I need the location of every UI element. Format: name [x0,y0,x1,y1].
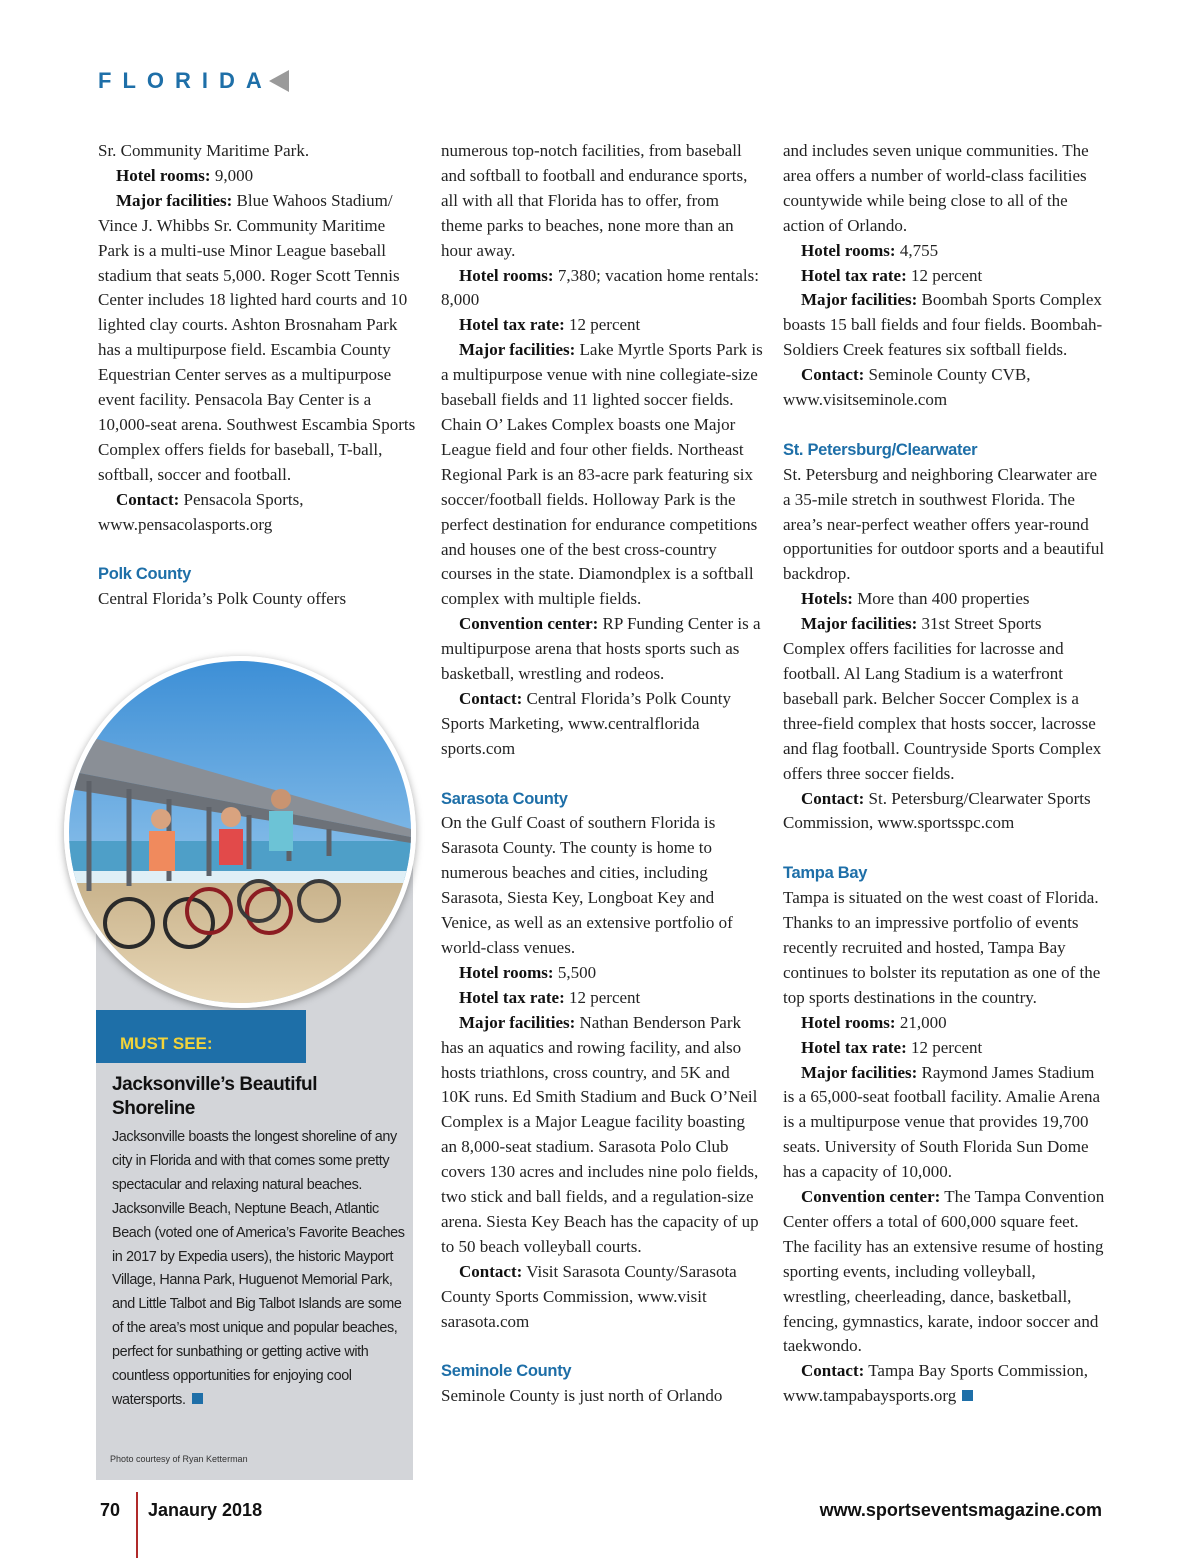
field-label: Hotel tax rate: [801,265,907,285]
field-value: 7,380; vacation home rentals: 8,000 [441,265,759,310]
field-value: The Tampa Convention Center offers a total of 600,000 square feet. The facility has an extensive resume of hosting sporting events, including volleyball, wrestling, cheerleading, dance, basketball, fencing, gymnastics, karate, indoor soccer and taekwondo. [783,1187,1105,1356]
field-value: 21,000 [895,1012,947,1032]
field-label: Hotel rooms: [116,165,211,185]
field-label: Contact: [459,688,523,708]
field-label: Contact: [801,365,865,385]
section-heading-seminole: Seminole County [441,1362,572,1381]
article-column-2 [441,139,763,1409]
paragraph [98,488,416,538]
field-value: RP Funding Center is a multipurpose arena that hosts sports such as basketball, wrestling and rodeos. [441,614,761,684]
field-label: Hotel rooms: [459,962,554,982]
paragraph: Central Florida’s Polk County offers [98,589,347,609]
paragraph [783,587,1105,612]
paragraph [783,239,1105,264]
field-label: Major facilities: [801,290,918,310]
must-see-label-box [96,1010,306,1063]
paragraph [98,189,416,488]
paragraph: Tampa is situated on the west coast of Florida. Thanks to an impressive portfolio of events recently recruited and hosted, Tampa Bay continues to bolster its reputation as one of the top sports destinations in the country. [783,888,1101,1007]
photo-credit: Photo courtesy of Ryan Ketterman [110,1454,248,1464]
section-heading-stpete: St. Petersburg/Clearwater [783,440,978,459]
field-value: Seminole County CVB, www.visitseminole.com [783,365,1031,410]
field-value: Visit Sarasota County/Sarasota County Sports Commission, www.visit sarasota.com [441,1261,737,1331]
field-value: More than 400 properties [852,589,1030,609]
paragraph [783,288,1105,363]
paragraph [441,338,763,612]
paragraph [441,313,763,338]
field-label: Hotel rooms: [801,240,896,260]
paragraph [783,787,1105,837]
paragraph [441,1260,763,1335]
beach-photo [64,656,416,1008]
section-header [98,66,289,96]
paragraph [783,363,1105,413]
end-square-icon [192,1393,203,1404]
magazine-website: www.sportseventsmagazine.com [819,1500,1102,1520]
section-title: FLORIDA [98,68,273,93]
field-label: Major facilities: [801,614,918,634]
field-value: 12 percent [564,987,641,1007]
field-label: Hotel rooms: [801,1012,896,1032]
triangle-icon [269,70,289,92]
paragraph: Sr. Community Maritime Park. [98,141,310,160]
field-label: Hotel tax rate: [459,315,565,335]
field-label: Major facilities: [801,1062,918,1082]
field-value: Pensacola Sports, www.pensacolasports.org [98,489,304,534]
article-column-1 [98,139,416,612]
sidebar-body-text: Jacksonville boasts the longest shoreline of any city in Florida and with that comes some pretty spectacular and relaxing natural beaches. Jacksonville Beach, Neptune Beach, Atlantic Beach (voted one of America’s Favorite Beaches in 2017 by Expedia users), the historic Mayport Village, Hanna Park, Huguenot Memorial Park, and Little Talbot and Big Talbot Islands are some of the area’s most unique and popular beaches, perfect for sunbathing or getting active with countless opportunities for enjoying cool watersports. [112,1129,405,1408]
paragraph [441,961,763,986]
field-value: St. Petersburg/Clearwater Sports Commission, www.sportsspc.com [783,788,1091,833]
end-square-icon [962,1390,973,1401]
field-value: 12 percent [906,1037,983,1057]
paragraph [783,1011,1105,1036]
paragraph: On the Gulf Coast of southern Florida is Sarasota County. The county is home to numerous beaches and cities, including Sarasota, Siesta Key, Longboat Key and Venice, as well as an extensive portfolio of world-class venues. [441,813,733,957]
field-label: Contact: [801,1361,865,1381]
field-value: Raymond James Stadium is a 65,000-seat football facility. Amalie Arena is a multipurpose venue that provides 19,700 seats. University of South Florida Sun Dome has a capacity of 10,000. [783,1062,1101,1182]
field-label: Major facilities: [459,1012,576,1032]
paragraph [783,1359,1105,1409]
paragraph [441,612,763,687]
field-label: Convention center: [459,614,599,634]
footer-divider [136,1492,138,1558]
section-heading-tampa: Tampa Bay [783,864,868,883]
paragraph [783,1185,1105,1359]
paragraph [783,1036,1105,1061]
beach-illustration [69,661,411,1003]
paragraph: numerous top-notch facilities, from baseball and softball to football and endurance sports, all with all that Florida has to offer, from theme parks to beaches, none more than an hour away. [441,141,748,260]
field-value: 31st Street Sports Complex offers facilities for lacrosse and football. Al Lang Stadium is a waterfront baseball park. Belcher Soccer Complex is a three-field complex that hosts soccer, lacrosse and flag football. Countryside Sports Complex offers three soccer fields. [783,614,1102,783]
paragraph [441,687,763,762]
field-value: Lake Myrtle Sports Park is a multipurpose venue with nine collegiate-size baseball fields and 11 lighted soccer fields. Chain O’ Lakes Complex boasts one Major League field and four other fields. Northeast Regional Park is an 83-acre park featuring six soccer/football fields. Holloway Park is the perfect destination for endurance competitions and houses one of the best cross-country courses in the state. Diamondplex is a softball complex with multiple fields. [441,340,763,609]
field-value: Central Florida’s Polk County Sports Marketing, www.centralflorida sports.com [441,688,731,758]
field-label: Major facilities: [459,340,576,360]
field-label: Hotel tax rate: [459,987,565,1007]
paragraph [98,164,416,189]
field-label: Contact: [801,788,865,808]
field-value: 5,500 [553,962,597,982]
paragraph [441,1011,763,1260]
field-label: Major facilities: [116,190,233,210]
field-value: 4,755 [895,240,939,260]
field-value: Boombah Sports Complex boasts 15 ball fields and four fields. Boombah-Soldiers Creek features six softball fields. [783,290,1103,360]
field-value: Blue Wahoos Stadium/ Vince J. Whibbs Sr. Community Maritime Park is a multi-use Minor League baseball stadium that seats 5,000. Roger Scott Tennis Center includes 18 lighted hard courts and 10 lighted clay courts. Ashton Brosnaham Park has a multipurpose field. Escambia County Equestrian Center serves as a multipurpose event facility. Pensacola Bay Center is a 10,000-seat arena. Southwest Escambia Sports Complex offers fields for baseball, T-ball, softball, soccer and football. [98,190,416,484]
page-number: 70 [100,1500,121,1520]
field-label: Convention center: [801,1187,941,1207]
paragraph [783,1061,1105,1186]
sidebar-body [112,1126,408,1413]
article-column-3 [783,139,1105,1409]
field-label: Hotels: [801,589,853,609]
section-heading-sarasota: Sarasota County [441,789,568,808]
paragraph [441,986,763,1011]
paragraph: Seminole County is just north of Orlando [441,1386,723,1406]
field-label: Hotel tax rate: [801,1037,907,1057]
field-value: 12 percent [564,315,641,335]
paragraph [783,264,1105,289]
sidebar-title: Jacksonville’s Beautiful Shoreline [112,1074,318,1119]
field-label: Hotel rooms: [459,265,554,285]
field-label: Contact: [459,1261,523,1281]
paragraph: St. Petersburg and neighboring Clearwater are a 35-mile stretch in southwest Florida. The area’s near-perfect weather offers year-round opportunities for outdoor sports and a beautiful backdrop. [783,464,1105,584]
paragraph: and includes seven unique communities. The area offers a number of world-class facilities countywide while being close to all of the action of Orlando. [783,141,1089,235]
must-see-label: MUST SEE: [120,1034,213,1053]
field-value: Tampa Bay Sports Commission, www.tampabaysports.org [783,1361,1089,1406]
paragraph [441,264,763,314]
field-value: Nathan Benderson Park has an aquatics and rowing facility, and also hosts triathlons, cross country, and 5K and 10K runs. Ed Smith Stadium and Buck O’Neil Complex is a Major League facility boasting an 8,000-seat stadium. Sarasota Polo Club covers 130 acres and includes nine polo fields, two stick and ball fields, and a regulation-size arena. Siesta Key Beach has the capacity of up to 50 beach volleyball courts. [441,1012,759,1256]
paragraph [783,612,1105,786]
issue-date: Janaury 2018 [148,1500,263,1520]
field-label: Contact: [116,489,180,509]
field-value: 9,000 [210,165,254,185]
field-value: 12 percent [906,265,983,285]
section-heading-polk: Polk County [98,565,191,584]
